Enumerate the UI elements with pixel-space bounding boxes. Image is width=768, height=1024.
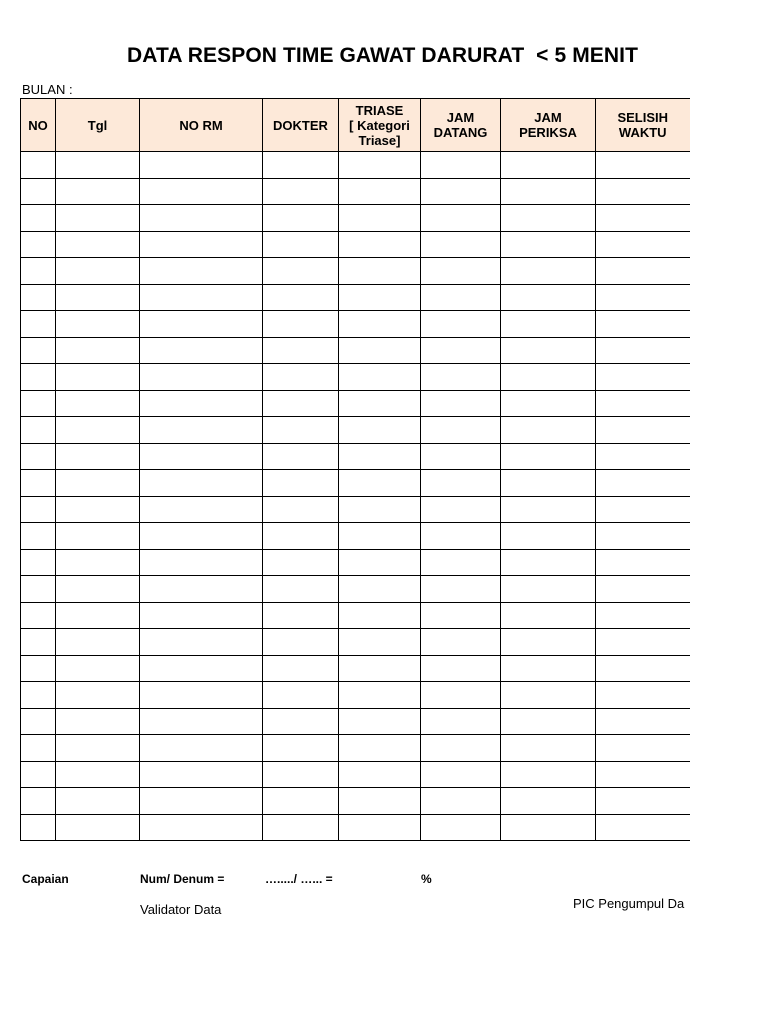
table-row (21, 735, 690, 762)
col-header-dokter: DOKTER (263, 99, 339, 152)
cell-jam_datang[interactable] (421, 735, 501, 762)
cell-dokter[interactable] (263, 390, 339, 417)
cell-tgl[interactable] (56, 417, 140, 444)
cell-triase[interactable] (339, 523, 421, 550)
cell-jam_datang[interactable] (421, 655, 501, 682)
cell-selisih_waktu[interactable] (596, 761, 690, 788)
cell-jam_datang[interactable] (421, 470, 501, 497)
cell-jam_datang[interactable] (421, 761, 501, 788)
cell-no_rm[interactable] (140, 152, 263, 179)
cell-triase[interactable] (339, 417, 421, 444)
cell-jam_periksa[interactable] (501, 364, 596, 391)
cell-no_rm[interactable] (140, 655, 263, 682)
col-header-jam-datang: JAM DATANG (421, 99, 501, 152)
table-row (21, 443, 690, 470)
cell-triase[interactable] (339, 205, 421, 232)
cell-no_rm[interactable] (140, 496, 263, 523)
cell-jam_datang[interactable] (421, 576, 501, 603)
cell-tgl[interactable] (56, 708, 140, 735)
cell-jam_datang[interactable] (421, 364, 501, 391)
cell-jam_periksa[interactable] (501, 470, 596, 497)
table-row (21, 708, 690, 735)
table-row (21, 390, 690, 417)
table-row (21, 788, 690, 815)
cell-jam_periksa[interactable] (501, 576, 596, 603)
table-row (21, 549, 690, 576)
cell-selisih_waktu[interactable] (596, 682, 690, 709)
cell-jam_datang[interactable] (421, 417, 501, 444)
cell-dokter[interactable] (263, 788, 339, 815)
cell-jam_datang[interactable] (421, 337, 501, 364)
cell-no_rm[interactable] (140, 814, 263, 841)
cell-jam_periksa[interactable] (501, 205, 596, 232)
cell-jam_datang[interactable] (421, 152, 501, 179)
cell-selisih_waktu[interactable] (596, 523, 690, 550)
cell-jam_periksa[interactable] (501, 284, 596, 311)
cell-dokter[interactable] (263, 496, 339, 523)
cell-no_rm[interactable] (140, 682, 263, 709)
table-row (21, 602, 690, 629)
cell-jam_datang[interactable] (421, 708, 501, 735)
cell-tgl[interactable] (56, 284, 140, 311)
cell-tgl[interactable] (56, 735, 140, 762)
table-row (21, 152, 690, 179)
cell-triase[interactable] (339, 735, 421, 762)
table-row (21, 814, 690, 841)
cell-no[interactable] (21, 443, 56, 470)
cell-no[interactable] (21, 284, 56, 311)
cell-no_rm[interactable] (140, 470, 263, 497)
cell-no[interactable] (21, 496, 56, 523)
cell-dokter[interactable] (263, 761, 339, 788)
cell-no_rm[interactable] (140, 523, 263, 550)
cell-selisih_waktu[interactable] (596, 470, 690, 497)
cell-selisih_waktu[interactable] (596, 205, 690, 232)
cell-dokter[interactable] (263, 178, 339, 205)
cell-triase[interactable] (339, 549, 421, 576)
cell-dokter[interactable] (263, 337, 339, 364)
cell-jam_datang[interactable] (421, 311, 501, 338)
cell-triase[interactable] (339, 390, 421, 417)
cell-jam_periksa[interactable] (501, 390, 596, 417)
cell-dokter[interactable] (263, 814, 339, 841)
cell-no[interactable] (21, 576, 56, 603)
cell-jam_periksa[interactable] (501, 682, 596, 709)
cell-triase[interactable] (339, 682, 421, 709)
cell-triase[interactable] (339, 629, 421, 656)
cell-tgl[interactable] (56, 443, 140, 470)
cell-no_rm[interactable] (140, 629, 263, 656)
cell-triase[interactable] (339, 496, 421, 523)
cell-selisih_waktu[interactable] (596, 337, 690, 364)
cell-triase[interactable] (339, 364, 421, 391)
table-row (21, 496, 690, 523)
cell-jam_periksa[interactable] (501, 735, 596, 762)
cell-dokter[interactable] (263, 258, 339, 285)
cell-no[interactable] (21, 814, 56, 841)
cell-jam_periksa[interactable] (501, 258, 596, 285)
cell-jam_datang[interactable] (421, 496, 501, 523)
cell-jam_periksa[interactable] (501, 788, 596, 815)
cell-no[interactable] (21, 258, 56, 285)
cell-selisih_waktu[interactable] (596, 629, 690, 656)
cell-jam_periksa[interactable] (501, 708, 596, 735)
cell-selisih_waktu[interactable] (596, 496, 690, 523)
col-header-selisih-waktu: SELISIH WAKTU (596, 99, 690, 152)
cell-triase[interactable] (339, 761, 421, 788)
cell-no[interactable] (21, 549, 56, 576)
table-row (21, 523, 690, 550)
cell-no_rm[interactable] (140, 178, 263, 205)
cell-selisih_waktu[interactable] (596, 814, 690, 841)
col-header-no: NO (21, 99, 56, 152)
cell-selisih_waktu[interactable] (596, 284, 690, 311)
cell-no[interactable] (21, 788, 56, 815)
table-row (21, 682, 690, 709)
cell-no[interactable] (21, 470, 56, 497)
cell-no_rm[interactable] (140, 364, 263, 391)
table-row (21, 284, 690, 311)
cell-jam_periksa[interactable] (501, 602, 596, 629)
cell-dokter[interactable] (263, 602, 339, 629)
cell-selisih_waktu[interactable] (596, 788, 690, 815)
cell-tgl[interactable] (56, 761, 140, 788)
table-row (21, 576, 690, 603)
cell-selisih_waktu[interactable] (596, 655, 690, 682)
cell-triase[interactable] (339, 470, 421, 497)
cell-no[interactable] (21, 655, 56, 682)
num-denum-label: Num/ Denum = (140, 872, 225, 886)
cell-no_rm[interactable] (140, 417, 263, 444)
cell-no_rm[interactable] (140, 576, 263, 603)
cell-dokter[interactable] (263, 470, 339, 497)
cell-tgl[interactable] (56, 523, 140, 550)
cell-selisih_waktu[interactable] (596, 549, 690, 576)
cell-triase[interactable] (339, 443, 421, 470)
cell-tgl[interactable] (56, 205, 140, 232)
cell-jam_datang[interactable] (421, 205, 501, 232)
cell-no_rm[interactable] (140, 443, 263, 470)
table-row (21, 231, 690, 258)
response-time-table (20, 98, 690, 841)
cell-selisih_waktu[interactable] (596, 390, 690, 417)
cell-no_rm[interactable] (140, 708, 263, 735)
cell-tgl[interactable] (56, 311, 140, 338)
cell-tgl[interactable] (56, 337, 140, 364)
cell-jam_datang[interactable] (421, 231, 501, 258)
cell-tgl[interactable] (56, 576, 140, 603)
cell-no[interactable] (21, 390, 56, 417)
cell-selisih_waktu[interactable] (596, 417, 690, 444)
cell-no_rm[interactable] (140, 549, 263, 576)
cell-triase[interactable] (339, 258, 421, 285)
cell-jam_periksa[interactable] (501, 655, 596, 682)
cell-no_rm[interactable] (140, 205, 263, 232)
cell-triase[interactable] (339, 311, 421, 338)
cell-dokter[interactable] (263, 311, 339, 338)
cell-tgl[interactable] (56, 655, 140, 682)
cell-no[interactable] (21, 364, 56, 391)
cell-jam_periksa[interactable] (501, 523, 596, 550)
cell-selisih_waktu[interactable] (596, 602, 690, 629)
cell-selisih_waktu[interactable] (596, 311, 690, 338)
cell-no[interactable] (21, 735, 56, 762)
cell-triase[interactable] (339, 602, 421, 629)
cell-selisih_waktu[interactable] (596, 152, 690, 179)
cell-tgl[interactable] (56, 390, 140, 417)
cell-no[interactable] (21, 337, 56, 364)
col-header-triase: TRIASE [ Kategori Triase] (339, 99, 421, 152)
cell-no[interactable] (21, 178, 56, 205)
cell-jam_periksa[interactable] (501, 417, 596, 444)
cell-no_rm[interactable] (140, 735, 263, 762)
table-row (21, 629, 690, 656)
cell-jam_datang[interactable] (421, 602, 501, 629)
cell-selisih_waktu[interactable] (596, 364, 690, 391)
cell-tgl[interactable] (56, 629, 140, 656)
table-row (21, 178, 690, 205)
cell-no_rm[interactable] (140, 231, 263, 258)
pic-label: PIC Pengumpul Da (573, 896, 685, 911)
table-row (21, 655, 690, 682)
cell-jam_datang[interactable] (421, 549, 501, 576)
cell-triase[interactable] (339, 337, 421, 364)
cell-jam_periksa[interactable] (501, 761, 596, 788)
cell-jam_datang[interactable] (421, 178, 501, 205)
cell-triase[interactable] (339, 576, 421, 603)
cell-selisih_waktu[interactable] (596, 258, 690, 285)
cell-jam_periksa[interactable] (501, 629, 596, 656)
cell-no[interactable] (21, 417, 56, 444)
percent-sign: % (421, 872, 432, 886)
cell-tgl[interactable] (56, 258, 140, 285)
table-row (21, 337, 690, 364)
cell-jam_datang[interactable] (421, 258, 501, 285)
cell-no_rm[interactable] (140, 761, 263, 788)
table-row (21, 364, 690, 391)
cell-dokter[interactable] (263, 735, 339, 762)
cell-dokter[interactable] (263, 284, 339, 311)
cell-dokter[interactable] (263, 417, 339, 444)
cell-tgl[interactable] (56, 364, 140, 391)
cell-no[interactable] (21, 602, 56, 629)
cell-no[interactable] (21, 152, 56, 179)
col-header-no-rm: NO RM (140, 99, 263, 152)
cell-no[interactable] (21, 231, 56, 258)
cell-selisih_waktu[interactable] (596, 576, 690, 603)
cell-jam_periksa[interactable] (501, 549, 596, 576)
capaian-label: Capaian (22, 872, 69, 886)
cell-no[interactable] (21, 682, 56, 709)
cell-tgl[interactable] (56, 231, 140, 258)
table-row (21, 417, 690, 444)
cell-dokter[interactable] (263, 152, 339, 179)
validator-label: Validator Data (140, 902, 222, 917)
cell-dokter[interactable] (263, 205, 339, 232)
cell-dokter[interactable] (263, 231, 339, 258)
cell-selisih_waktu[interactable] (596, 708, 690, 735)
cell-no[interactable] (21, 708, 56, 735)
cell-triase[interactable] (339, 814, 421, 841)
cell-tgl[interactable] (56, 549, 140, 576)
fraction-placeholder: …...../ …... = (265, 872, 333, 886)
cell-selisih_waktu[interactable] (596, 231, 690, 258)
cell-tgl[interactable] (56, 814, 140, 841)
cell-no[interactable] (21, 311, 56, 338)
table-row (21, 470, 690, 497)
col-header-tgl: Tgl (56, 99, 140, 152)
cell-dokter[interactable] (263, 655, 339, 682)
cell-no[interactable] (21, 629, 56, 656)
cell-no[interactable] (21, 523, 56, 550)
cell-no_rm[interactable] (140, 788, 263, 815)
cell-no_rm[interactable] (140, 390, 263, 417)
cell-dokter[interactable] (263, 682, 339, 709)
cell-jam_periksa[interactable] (501, 311, 596, 338)
cell-dokter[interactable] (263, 443, 339, 470)
cell-triase[interactable] (339, 178, 421, 205)
cell-jam_periksa[interactable] (501, 814, 596, 841)
cell-jam_periksa[interactable] (501, 152, 596, 179)
cell-triase[interactable] (339, 788, 421, 815)
cell-no_rm[interactable] (140, 311, 263, 338)
cell-dokter[interactable] (263, 364, 339, 391)
cell-tgl[interactable] (56, 602, 140, 629)
cell-jam_periksa[interactable] (501, 178, 596, 205)
cell-tgl[interactable] (56, 470, 140, 497)
bulan-label: BULAN : (22, 82, 73, 97)
table-row (21, 205, 690, 232)
page-title: DATA RESPON TIME GAWAT DARURAT < 5 MENIT (127, 44, 639, 67)
cell-no_rm[interactable] (140, 258, 263, 285)
cell-selisih_waktu[interactable] (596, 735, 690, 762)
cell-no_rm[interactable] (140, 337, 263, 364)
cell-triase[interactable] (339, 152, 421, 179)
cell-dokter[interactable] (263, 708, 339, 735)
table-row (21, 311, 690, 338)
col-header-jam-periksa: JAM PERIKSA (501, 99, 596, 152)
cell-jam_periksa[interactable] (501, 496, 596, 523)
cell-tgl[interactable] (56, 788, 140, 815)
cell-dokter[interactable] (263, 549, 339, 576)
cell-jam_datang[interactable] (421, 629, 501, 656)
cell-triase[interactable] (339, 284, 421, 311)
cell-tgl[interactable] (56, 152, 140, 179)
cell-tgl[interactable] (56, 496, 140, 523)
cell-no_rm[interactable] (140, 602, 263, 629)
cell-jam_periksa[interactable] (501, 443, 596, 470)
cell-selisih_waktu[interactable] (596, 178, 690, 205)
cell-triase[interactable] (339, 708, 421, 735)
cell-jam_datang[interactable] (421, 390, 501, 417)
table-row (21, 761, 690, 788)
cell-triase[interactable] (339, 231, 421, 258)
cell-no[interactable] (21, 205, 56, 232)
cell-dokter[interactable] (263, 629, 339, 656)
cell-selisih_waktu[interactable] (596, 443, 690, 470)
cell-dokter[interactable] (263, 523, 339, 550)
cell-jam_datang[interactable] (421, 788, 501, 815)
cell-triase[interactable] (339, 655, 421, 682)
cell-tgl[interactable] (56, 682, 140, 709)
cell-jam_periksa[interactable] (501, 231, 596, 258)
cell-no[interactable] (21, 761, 56, 788)
table-row (21, 258, 690, 285)
cell-jam_datang[interactable] (421, 814, 501, 841)
cell-jam_datang[interactable] (421, 682, 501, 709)
cell-jam_datang[interactable] (421, 523, 501, 550)
cell-tgl[interactable] (56, 178, 140, 205)
cell-jam_periksa[interactable] (501, 337, 596, 364)
table-header-row (21, 99, 690, 152)
cell-dokter[interactable] (263, 576, 339, 603)
cell-jam_datang[interactable] (421, 443, 501, 470)
table-body (21, 152, 690, 841)
cell-jam_datang[interactable] (421, 284, 501, 311)
cell-no_rm[interactable] (140, 284, 263, 311)
